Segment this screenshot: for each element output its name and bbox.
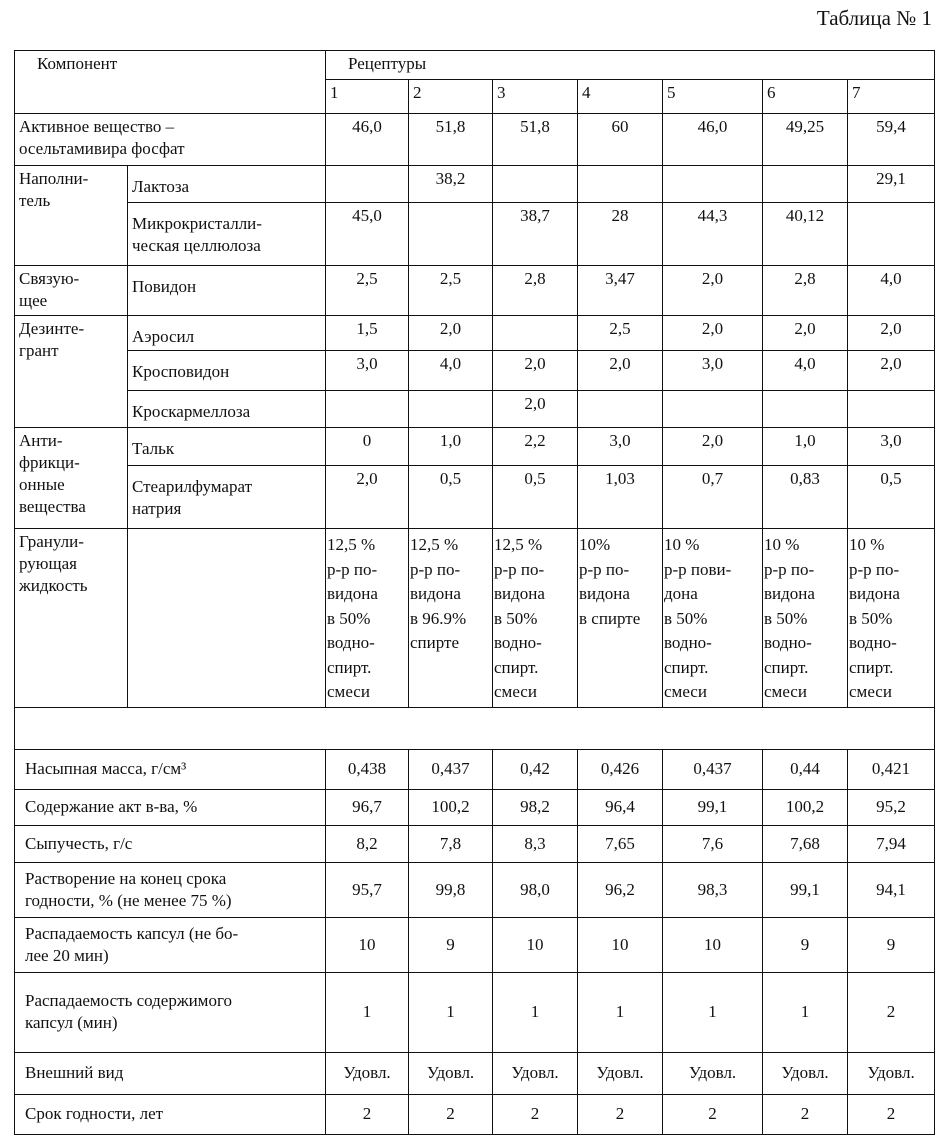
table-row: [15, 862, 935, 917]
value-cell: 0,5: [848, 466, 935, 529]
value-cell: 2,0: [663, 316, 763, 351]
value-cell: 10: [663, 917, 763, 972]
value-cell: [763, 166, 848, 203]
empty-cell: [15, 707, 935, 749]
component-group-label: Связую- щее: [15, 266, 128, 316]
value-cell: 7,8: [409, 825, 493, 862]
value-cell: 2: [409, 1094, 493, 1134]
value-cell: 2,0: [493, 351, 578, 391]
value-cell: [493, 166, 578, 203]
table-row: [15, 1094, 935, 1134]
value-cell: [848, 391, 935, 428]
recipe-number: 3: [493, 80, 578, 114]
value-cell: 98,0: [493, 862, 578, 917]
component-sublabel: Кроскармеллоза: [128, 391, 326, 428]
value-cell: 2,5: [409, 266, 493, 316]
value-cell: 7,68: [763, 825, 848, 862]
value-cell: 2,5: [326, 266, 409, 316]
component-label: Активное вещество – осельтамивира фосфат: [15, 114, 326, 166]
value-cell: 0,44: [763, 749, 848, 789]
component-group-label: Анти- фрикци- онные вещества: [15, 428, 128, 529]
value-cell: 95,2: [848, 789, 935, 825]
property-label: Внешний вид: [15, 1052, 326, 1094]
value-cell: 2: [848, 972, 935, 1052]
component-sublabel: Микрокристалли- ческая целлюлоза: [128, 203, 326, 266]
value-cell: 2,0: [848, 316, 935, 351]
recipe-number: 4: [578, 80, 663, 114]
value-cell: 9: [763, 917, 848, 972]
value-cell: 45,0: [326, 203, 409, 266]
value-cell: 2,0: [493, 391, 578, 428]
value-cell: 38,2: [409, 166, 493, 203]
value-cell: 2,0: [763, 316, 848, 351]
value-cell: 46,0: [663, 114, 763, 166]
value-cell: 98,3: [663, 862, 763, 917]
value-cell: 59,4: [848, 114, 935, 166]
recipe-number: 5: [663, 80, 763, 114]
value-cell: 1: [578, 972, 663, 1052]
value-cell: 2,8: [763, 266, 848, 316]
value-cell: 12,5 % р-р по- видона в 50% водно- спирт. смеси: [493, 529, 578, 708]
value-cell: [663, 166, 763, 203]
property-label: Содержание акт в-ва, %: [15, 789, 326, 825]
value-cell: 1: [493, 972, 578, 1052]
value-cell: [409, 203, 493, 266]
property-label: Срок годности, лет: [15, 1094, 326, 1134]
value-cell: 29,1: [848, 166, 935, 203]
value-cell: 100,2: [763, 789, 848, 825]
table-row: [15, 428, 935, 466]
value-cell: 3,0: [663, 351, 763, 391]
value-cell: Удовл.: [848, 1052, 935, 1094]
separator-row: [15, 707, 935, 749]
value-cell: 0,42: [493, 749, 578, 789]
table-row: [15, 166, 935, 203]
value-cell: 7,94: [848, 825, 935, 862]
value-cell: 46,0: [326, 114, 409, 166]
component-sublabel: Повидон: [128, 266, 326, 316]
value-cell: 0,7: [663, 466, 763, 529]
value-cell: 51,8: [409, 114, 493, 166]
value-cell: 1,5: [326, 316, 409, 351]
value-cell: 3,0: [848, 428, 935, 466]
value-cell: 12,5 % р-р по- видона в 50% водно- спирт. смеси: [326, 529, 409, 708]
component-sublabel: Аэросил: [128, 316, 326, 351]
value-cell: 0,83: [763, 466, 848, 529]
value-cell: 0,426: [578, 749, 663, 789]
value-cell: 1: [409, 972, 493, 1052]
component-sublabel: Кросповидон: [128, 351, 326, 391]
value-cell: 4,0: [763, 351, 848, 391]
value-cell: 12,5 % р-р по- видона в 96.9% спирте: [409, 529, 493, 708]
value-cell: 98,2: [493, 789, 578, 825]
value-cell: [848, 203, 935, 266]
value-cell: 2,0: [578, 351, 663, 391]
component-group-label: Гранули- рующая жидкость: [15, 529, 128, 708]
recipes-header: Рецептуры: [326, 51, 935, 80]
value-cell: 1,03: [578, 466, 663, 529]
value-cell: 96,4: [578, 789, 663, 825]
table-row: [15, 972, 935, 1052]
value-cell: 2: [578, 1094, 663, 1134]
table-row: [15, 266, 935, 316]
value-cell: 44,3: [663, 203, 763, 266]
value-cell: 2: [326, 1094, 409, 1134]
value-cell: [763, 391, 848, 428]
value-cell: 10: [493, 917, 578, 972]
value-cell: Удовл.: [578, 1052, 663, 1094]
value-cell: [326, 391, 409, 428]
property-label: Насыпная масса, г/см³: [15, 749, 326, 789]
component-sublabel: [128, 529, 326, 708]
value-cell: [578, 391, 663, 428]
table-row: [15, 789, 935, 825]
value-cell: 0,421: [848, 749, 935, 789]
value-cell: 2: [848, 1094, 935, 1134]
value-cell: 10 % р-р пови- дона в 50% водно- спирт. смеси: [663, 529, 763, 708]
value-cell: 2,5: [578, 316, 663, 351]
value-cell: 10 % р-р по- видона в 50% водно- спирт. смеси: [763, 529, 848, 708]
component-group-label: Дезинте- грант: [15, 316, 128, 428]
value-cell: 2,0: [663, 266, 763, 316]
table-row: [15, 203, 935, 266]
value-cell: Удовл.: [663, 1052, 763, 1094]
value-cell: 40,12: [763, 203, 848, 266]
value-cell: 94,1: [848, 862, 935, 917]
value-cell: 2: [663, 1094, 763, 1134]
component-group-label: Наполни- тель: [15, 166, 128, 266]
value-cell: 7,65: [578, 825, 663, 862]
property-label: Сыпучесть, г/с: [15, 825, 326, 862]
recipe-number: 1: [326, 80, 409, 114]
table-row: [15, 351, 935, 391]
value-cell: 0,5: [409, 466, 493, 529]
value-cell: 3,47: [578, 266, 663, 316]
value-cell: 10 % р-р по- видона в 50% водно- спирт. смеси: [848, 529, 935, 708]
value-cell: 0,437: [409, 749, 493, 789]
value-cell: 96,7: [326, 789, 409, 825]
value-cell: 49,25: [763, 114, 848, 166]
value-cell: 3,0: [326, 351, 409, 391]
value-cell: 9: [409, 917, 493, 972]
value-cell: 38,7: [493, 203, 578, 266]
value-cell: 99,1: [763, 862, 848, 917]
property-label: Распадаемость содержимого капсул (мин): [15, 972, 326, 1052]
value-cell: 1,0: [409, 428, 493, 466]
property-label: Распадаемость капсул (не бо- лее 20 мин): [15, 917, 326, 972]
value-cell: 8,3: [493, 825, 578, 862]
header-row: [15, 51, 935, 80]
value-cell: Удовл.: [493, 1052, 578, 1094]
value-cell: 96,2: [578, 862, 663, 917]
value-cell: 2,0: [663, 428, 763, 466]
value-cell: 0,437: [663, 749, 763, 789]
value-cell: 2: [763, 1094, 848, 1134]
table-row: [15, 316, 935, 351]
value-cell: 99,1: [663, 789, 763, 825]
value-cell: [578, 166, 663, 203]
table-row: [15, 466, 935, 529]
value-cell: 8,2: [326, 825, 409, 862]
value-cell: 100,2: [409, 789, 493, 825]
recipe-number: 7: [848, 80, 935, 114]
value-cell: 99,8: [409, 862, 493, 917]
value-cell: 3,0: [578, 428, 663, 466]
table-row: [15, 1052, 935, 1094]
component-sublabel: Лактоза: [128, 166, 326, 203]
value-cell: [493, 316, 578, 351]
value-cell: 51,8: [493, 114, 578, 166]
value-cell: 10: [326, 917, 409, 972]
formulation-table: [14, 50, 935, 1135]
value-cell: 4,0: [409, 351, 493, 391]
value-cell: 0: [326, 428, 409, 466]
value-cell: 10% р-р по- видона в спирте: [578, 529, 663, 708]
value-cell: [326, 166, 409, 203]
property-label: Растворение на конец срока годности, % (не менее 75 %): [15, 862, 326, 917]
value-cell: Удовл.: [763, 1052, 848, 1094]
value-cell: 10: [578, 917, 663, 972]
recipe-number: 2: [409, 80, 493, 114]
value-cell: 1,0: [763, 428, 848, 466]
value-cell: 95,7: [326, 862, 409, 917]
value-cell: 1: [763, 972, 848, 1052]
value-cell: 0,5: [493, 466, 578, 529]
value-cell: 2,8: [493, 266, 578, 316]
value-cell: [663, 391, 763, 428]
value-cell: 1: [326, 972, 409, 1052]
table-row: [15, 391, 935, 428]
value-cell: 2,0: [848, 351, 935, 391]
value-cell: 2,0: [409, 316, 493, 351]
value-cell: 28: [578, 203, 663, 266]
value-cell: 9: [848, 917, 935, 972]
value-cell: Удовл.: [409, 1052, 493, 1094]
table-row: [15, 749, 935, 789]
value-cell: [409, 391, 493, 428]
value-cell: 2,0: [326, 466, 409, 529]
value-cell: 2: [493, 1094, 578, 1134]
value-cell: 7,6: [663, 825, 763, 862]
value-cell: 1: [663, 972, 763, 1052]
component-sublabel: Тальк: [128, 428, 326, 466]
component-sublabel: Стеарилфумарат натрия: [128, 466, 326, 529]
value-cell: 4,0: [848, 266, 935, 316]
table-row: [15, 825, 935, 862]
table-title: Таблица № 1: [817, 6, 932, 31]
recipe-number: 6: [763, 80, 848, 114]
value-cell: 0,438: [326, 749, 409, 789]
value-cell: Удовл.: [326, 1052, 409, 1094]
table-row: [15, 529, 935, 708]
value-cell: 60: [578, 114, 663, 166]
value-cell: 2,2: [493, 428, 578, 466]
component-header: Компонент: [15, 51, 326, 114]
table-row: [15, 917, 935, 972]
table-row: [15, 114, 935, 166]
